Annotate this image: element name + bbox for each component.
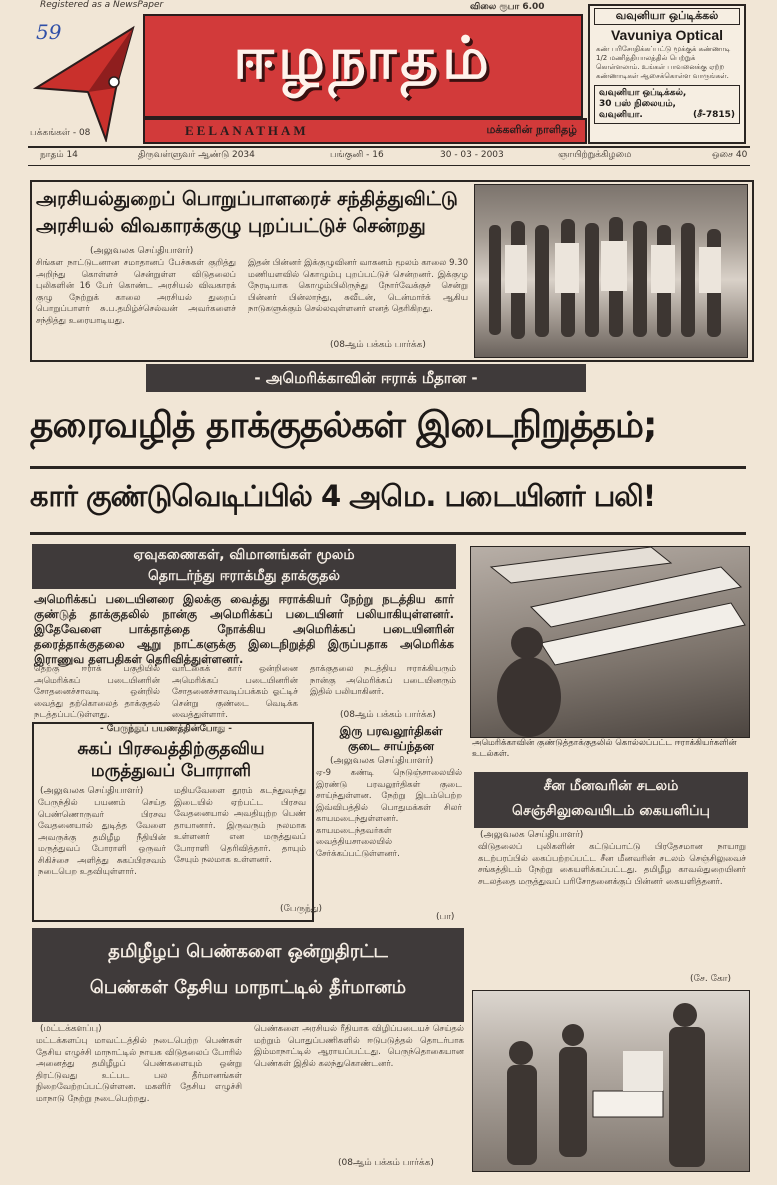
delegation-byline: (அலுவலக செய்தியாளர்) [90, 246, 194, 256]
women-headline [32, 928, 464, 1022]
tagline: மக்களின் நாளிதழ் [486, 123, 577, 136]
masthead-subbar [143, 118, 587, 144]
coffins-image-icon [471, 547, 749, 737]
midwife-col1: பேருந்தில் பயணம் செய்த பெண்ணொருவர் பிரசவ வேதனையால் துடித்த வேளை அவருக்கு தமிழீழ நீதியின் மருத்துவப் போராளி ஒருவர் சிகிச்சை அளித்து சுகப்பிரசவம் நடைபெற உதவியுள்ளார். [38, 798, 166, 877]
date: 30 - 03 - 2003 [440, 150, 504, 160]
delegation-headline-line1: அரசியல்துறைப் பொறுப்பாளரைச் சந்தித்துவிட்டு [36, 188, 458, 210]
buses-body: ஏ-9 கண்டி நெடுஞ்சாலையில் இரண்டு பரவலூர்திகள் குடை சாய்ந்துள்ளன. நேற்று இடம்பெற்ற இவ்விபத்தில் பொதுமக்கள் சிலர் காயமடைந்துள்ளனர். காயமடைந்தவர்கள் வைத்தியசாலையில் சேர்க்கப்பட்டுள்ளனர். [316, 768, 462, 859]
price: விலை ரூபா 6.00 [470, 2, 545, 12]
fisherman-headline-line1: சீன மீனவரின் சடலம் [543, 778, 679, 794]
fisherman-body: விடுதலைப் புலிகளின் கட்டுப்பாட்டு பிரதேசமான நாயாறு கடற்பரப்பில் கைப்பற்றப்பட்ட சீன மீனவரின் சடலம் செஞ்சிலுவைச் சங்கத்திடம் நேற்று கையளிக்கப்பட்டது. தமிழீழ காவல்துறையினர் சடலத்தை மருத்துவப் பரிசோதனைக்குப் பின்னர் கையளித்தனர். [478, 842, 746, 887]
iraq-col1: தெற்கு ஈராக் பகுதியில் அமெரிக்கப் படையினரின் சோதனைச்சாவடி ஒன்றில் வைத்து தற்கொலைத் தாக்குதல் நடத்தப்பட்டுள்ளது. [34, 664, 160, 720]
advert-body: கண் பரிசோதிக்கப்பட்டு மூக்குக் கண்ணாடி 1/2 மணித்தியாலத்தில் பெற்றுக் கொள்ளலாம். உங்கள் பாவனைக்கு ஏற்ற கண்ணாடிகள் ஆசைக்கொள்ள வாருங்கள். [596, 45, 731, 80]
buses-continued: (பா) [436, 912, 455, 922]
bird-logo-icon [28, 22, 138, 142]
iraq-lead-paragraph: அமெரிக்கப் படையினரை இலக்கு வைத்து ஈராக்கியர் நேற்று நடத்திய கார் குண்டுத் தாக்குதலில் நான்கு அமெரிக்கப் படையினர் பலியாகியுள்ளனர். இதேவேளை பாக்தாத்தை நோக்கிய அமெரிக்கப் படையினரின் தரைத்தாக்குதலை ஆறு நாட்களுக்கு இடைநிறுத்தி இருப்பதாக அமெரிக்க இராணுவ தளபதிகள் தெரிவித்துள்ளனர். [34, 592, 454, 666]
handwritten-number: 59 [36, 20, 62, 44]
coffins-photo [470, 546, 750, 738]
iraq-continued: (08ஆம் பக்கம் பார்க்க) [340, 710, 436, 720]
buses-headline-line2: குடை சாய்ந்தன [347, 739, 435, 753]
delegation-headline [36, 186, 470, 240]
women-col2: பெண்களை அரசியல் ரீதியாக விழிப்படையச் செய்தல் மற்றும் பொதுப்பணிகளில் ஈடுபடுத்தல் தொடர்பாக இம்மாநாட்டில் ஆராயப்பட்டது. பெருந்தொகையான பெண்கள் இதில் கலந்துகொண்டனர். [254, 1024, 464, 1069]
coffins-caption: அமெரிக்காவின் குண்டுத்தாக்குதலில் கொல்லப்பட்ட ஈராக்கியர்களின் உடல்கள். [472, 738, 737, 759]
page-count: பக்கங்கள் - 08 [30, 128, 91, 138]
delegation-col1: சிங்கள நாட்டுடனான சமாதானப் பேச்சுகள் குறித்து அறிந்து கொள்ளச் சென்றுள்ள விடுதலைப் புலிகளின் 16 பேர் கொண்ட அரசியல் விவகாரக் குழு நேற்றுக் காலை அரசியல் துறைப் பொறுப்பாளர் சு.ப.தமிழ்ச்செல்வன் அவர்களைச் சந்தித்து உரையாடியது. [36, 258, 236, 326]
buses-headline [316, 724, 466, 754]
midwife-kicker: - பேருந்துப் பயணத்தின்போது - [100, 724, 232, 734]
women-col1: மட்டக்களப்பு மாவட்டத்தில் நடைபெற்ற பெண்கள் தேசிய எழுச்சி மாநாட்டில் நாயக விடுதலைப் போரில் அனைத்து தமிழீழப் பெண்களையும் ஒன்று திரட்டுவது உட்பட பல தீர்மானங்கள் நிறைவேற்றப்பட்டுள்ளன. மகளிர் தேசிய எழுச்சி மாநாடு நேற்று நடைபெற்றது. [36, 1036, 242, 1104]
weekday: ஞாயிற்றுக்கிழமை [558, 150, 632, 160]
advert-address-2: 30 பஸ் நிலையம், [599, 99, 676, 109]
women-headline-line1: தமிழீழப் பெண்களை ஒன்றுதிரட்ட [108, 941, 388, 962]
tamil-date: பங்குனி - 16 [330, 150, 384, 160]
iraq-subhead [32, 544, 456, 589]
main-headline-line1: தரைவழித் தாக்குதல்கள் இடைநிறுத்தம்; [30, 405, 657, 446]
handover-image-icon [473, 991, 749, 1171]
fisherman-byline: (அலுவலக செய்தியாளர்) [480, 830, 584, 840]
midwife-headline [34, 738, 308, 782]
optical-advert [588, 4, 746, 144]
advert-tamil-name: வவுனியா ஒப்டிக்கல் [594, 8, 740, 25]
advert-address-1: வவுனியா ஒப்டிக்கல், [599, 88, 687, 98]
handover-photo [472, 990, 750, 1172]
masthead-banner [143, 14, 583, 118]
delegation-headline-line2: அரசியல் விவகாரக்குழு புறப்பட்டுச் சென்றது [36, 215, 426, 237]
english-name: EELANATHAM [185, 123, 309, 138]
delegation-photo [474, 184, 748, 358]
women-continued: (08ஆம் பக்கம் பார்க்க) [338, 1158, 434, 1168]
iraq-subhead-line1: ஏவுகணைகள், விமானங்கள் மூலம் [133, 547, 355, 563]
buses-headline-line1: இரு பரவலூர்திகள் [339, 724, 443, 738]
iraq-col2: வாடகைக் கார் ஒன்றினை அமெரிக்கப் படையினரின் சோதனைச்சாவடிப்பக்கம் ஓட்டிச் சென்று குண்டை வெடிக்க வைத்துள்ளார். [172, 664, 298, 720]
delegation-group-photo-icon [475, 185, 747, 357]
delegation-col2: இதன் பின்னர் இக்குழுவினர் வாகனம் மூலம் காலை 9.30 மணியளவில் கொழும்பு புறப்பட்டுச் சென்றனர். இக்குழு நேரடியாக கொழும்பிலிருந்து நோர்வேக்குச் சென்று பின்னர் பின்லாந்து, சுவீடன், டென்மார்க் ஆகிய நாடுகளுக்கும் செல்லவுள்ளனர் எனத் தெரிகிறது. [248, 258, 468, 314]
registration-note: Registered as a NewsPaper [40, 0, 164, 10]
volume: ஒசை 40 [712, 150, 748, 160]
fisherman-headline-line2: செஞ்சிலுவையிடம் கையளிப்பு [512, 803, 710, 819]
iraq-col3: தாக்குதலை நடத்திய ஈராக்கியரும் நான்கு அமெரிக்கப் படையினரும் இதில் பலியாகினர். [310, 664, 456, 697]
delegation-continued: (08ஆம் பக்கம் பார்க்க) [330, 340, 426, 350]
newspaper-title: ஈழநாதம் [233, 24, 493, 92]
issue-number: நாதம் 14 [40, 150, 78, 160]
midwife-continued: (பேருந்து) [280, 904, 323, 914]
midwife-byline: (அலுவலக செய்தியாளர்) [40, 786, 144, 796]
fisherman-continued: (சே. கோ) [690, 974, 731, 984]
advert-phone: (சீ-7815) [693, 110, 735, 120]
women-headline-line2: பெண்கள் தேசிய மாநாட்டில் தீர்மானம் [89, 977, 407, 998]
midwife-headline-line2: மருத்துவப் போராளி [90, 761, 252, 781]
midwife-headline-line1: சுகப் பிரசவத்திற்குதவிய [77, 739, 265, 759]
midwife-col2: மதியவேளை தூரம் கடந்துவந்து இடையில் ஏற்பட்ட பிரசவ வேதனையால் அவதியுற்ற பெண் தாயானார். இருவரும் நலமாக உள்ளனர் என மருத்துவப் போராளி தெரிவித்தார். தாயும் சேயும் நலமாக உள்ளனர். [174, 786, 306, 865]
fisherman-headline [474, 772, 748, 828]
iraq-kicker: - அமெரிக்காவின் ஈராக் மீதான - [146, 364, 586, 392]
buses-byline: (அலுவலக செய்தியாளர்) [330, 756, 434, 766]
iraq-subhead-line2: தொடர்ந்து ஈராக்மீது தாக்குதல் [148, 568, 340, 584]
thiruvalluvar-year: திருவள்ளுவர் ஆண்டு 2034 [138, 150, 255, 160]
women-byline: (மட்டக்களப்பு) [40, 1024, 102, 1034]
main-headline-line2: கார் குண்டுவெடிப்பில் 4 அமெ. படையினர் பலி! [30, 479, 656, 513]
advert-address-3: வவுனியா. [599, 110, 643, 120]
advert-english-name: Vavuniya Optical [610, 27, 724, 43]
